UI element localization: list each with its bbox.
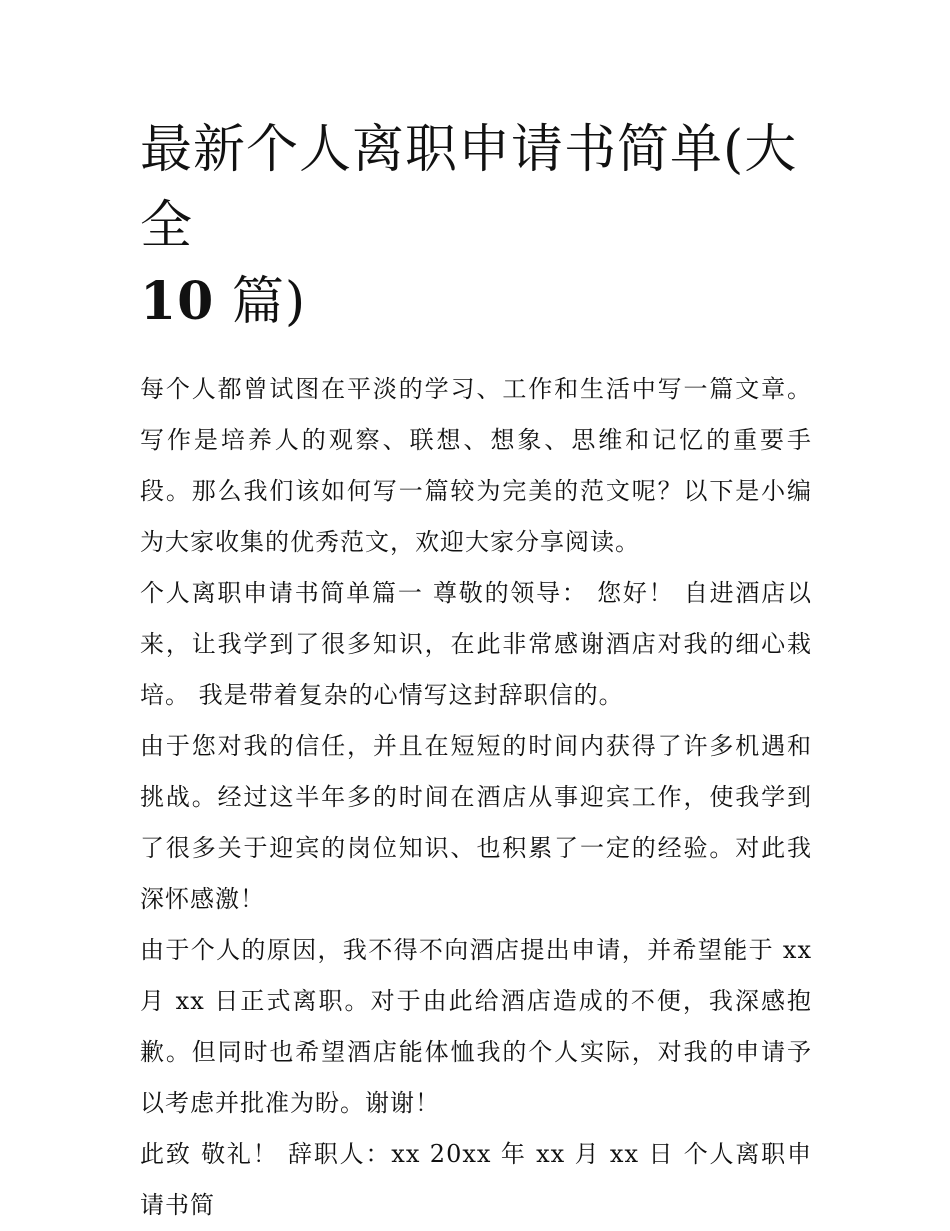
letter-closing-paragraph: 此致 敬礼！ 辞职人：xx 20xx 年 xx 月 xx 日 个人离职申请书简 bbox=[140, 1140, 812, 1219]
title-line-2-rest: 篇) bbox=[214, 272, 307, 332]
title-number: 10 bbox=[140, 271, 215, 332]
intro-paragraph: 每个人都曾试图在平淡的学习、工作和生活中写一篇文章。写作是培养人的观察、联想、想象、思维和记忆的重要手段。那么我们该如何写一篇较为完美的范文呢？以下是小编为大家收集的优秀范文，欢迎大家分享阅读。 bbox=[140, 375, 812, 556]
letter-greeting-paragraph: 个人离职申请书简单篇一 尊敬的领导： 您好！ 自进酒店以来，让我学到了很多知识，在此非常感谢酒店对我的细心栽培。 我是带着复杂的心情写这封辞职信的。 bbox=[140, 579, 812, 709]
letter-request-paragraph: 由于个人的原因，我不得不向酒店提出申请，并希望能于 xx 月 xx 日正式离职。对于由此给酒店造成的不便，我深感抱歉。但同时也希望酒店能体恤我的个人实际，对我的申请予以考虑并批准为盼。谢谢！ bbox=[140, 936, 812, 1117]
document-body bbox=[140, 112, 812, 1231]
title-line-1: 最新个人离职申请书简单(大全 bbox=[140, 120, 798, 256]
letter-body-paragraph: 由于您对我的信任，并且在短短的时间内获得了许多机遇和挑战。经过这半年多的时间在酒店从事迎宾工作，使我学到了很多关于迎宾的岗位知识、也积累了一定的经验。对此我深怀感激！ bbox=[140, 732, 812, 913]
document-title bbox=[140, 112, 812, 340]
